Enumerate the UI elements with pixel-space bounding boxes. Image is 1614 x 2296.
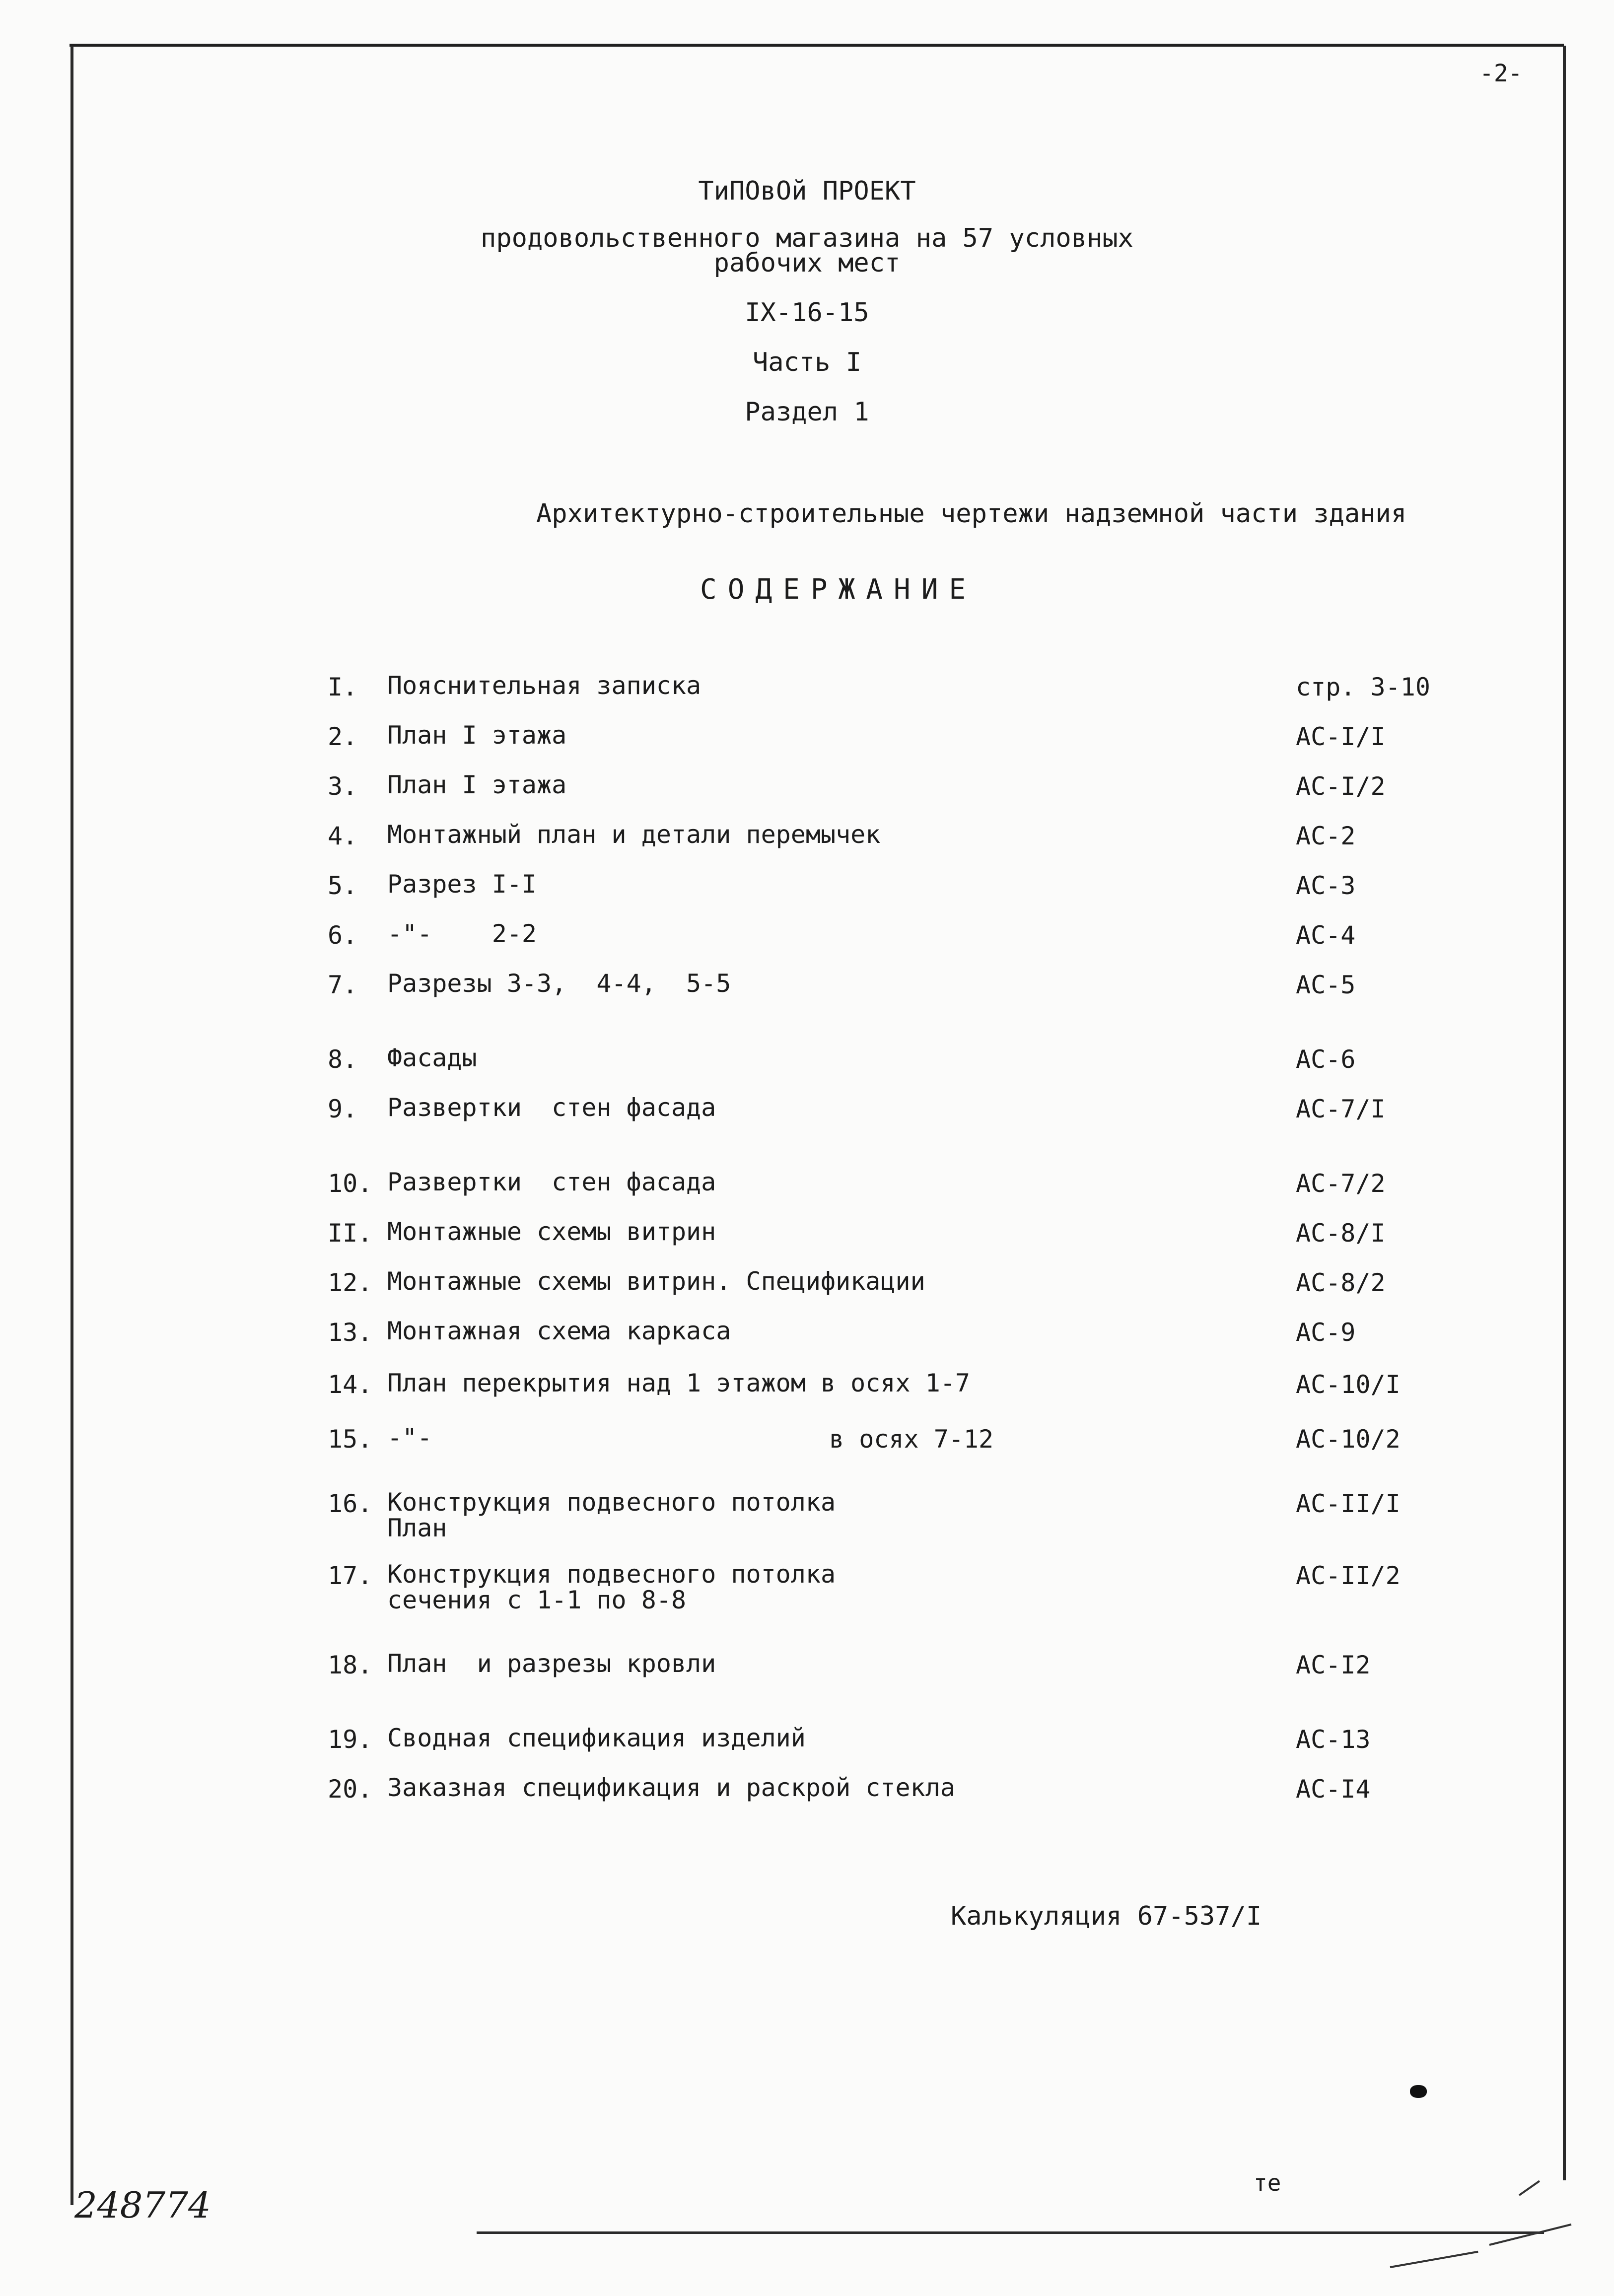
sheet-code: АС-4 <box>1296 921 1356 950</box>
item-number: 13. <box>328 1318 373 1347</box>
sheet-code: АС-10/I <box>1296 1370 1401 1399</box>
item-number: 6. <box>328 921 358 950</box>
sheet-code: АС-9 <box>1296 1318 1356 1347</box>
corner-dash-2 <box>1489 2224 1572 2246</box>
item-number: 12. <box>328 1268 373 1297</box>
item-number: 7. <box>328 971 358 999</box>
calculation-ref: Калькуляция 67-537/I <box>951 1901 1262 1931</box>
item-number: II. <box>328 1219 373 1248</box>
project-subject: продовольственного магазина на 57 условных рабочих мест <box>481 223 1133 278</box>
sheet-code: АС-2 <box>1296 822 1356 850</box>
item-title: Сводная спецификация изделий <box>387 1724 806 1752</box>
item-title: План I этажа <box>387 721 567 750</box>
project-type: ТиПОвОй ПРОЕКТ <box>698 176 916 206</box>
sheet-code: стр. 3-10 <box>1296 673 1430 701</box>
item-title: Монтажные схемы витрин. Спецификации <box>387 1267 925 1296</box>
item-number: 14. <box>328 1370 373 1399</box>
project-part: Часть I <box>752 348 862 377</box>
item-number: 20. <box>328 1775 373 1804</box>
item-title-extra: в осях 7-12 <box>829 1425 994 1454</box>
item-title: Фасады <box>387 1044 477 1072</box>
item-number: 8. <box>328 1045 358 1074</box>
sheet-code: АС-8/2 <box>1296 1268 1386 1297</box>
item-title: Монтажная схема каркаса <box>387 1317 731 1345</box>
frame-bottom-border <box>477 2231 1544 2234</box>
project-razdel: Раздел 1 <box>745 397 869 427</box>
sheet-code: АС-I4 <box>1296 1775 1371 1804</box>
item-number: 18. <box>328 1651 373 1679</box>
item-title: План и разрезы кровли <box>387 1649 716 1678</box>
item-title: -"- <box>387 1423 432 1452</box>
item-number: 9. <box>328 1095 358 1123</box>
contents-heading: СОДЕРЖАНИЕ <box>700 573 977 606</box>
item-title: План перекрытия над 1 этажом в осях 1-7 <box>387 1369 970 1397</box>
section-title: Архитектурно-строительные чертежи надземной части здания <box>536 499 1407 529</box>
sheet-code: АС-6 <box>1296 1045 1356 1074</box>
frame-top-border <box>70 44 1564 47</box>
sheet-code: АС-5 <box>1296 971 1356 999</box>
item-number: 17. <box>328 1561 373 1590</box>
item-number: 16. <box>328 1489 373 1518</box>
item-number: 4. <box>328 822 358 850</box>
sheet-code: АС-3 <box>1296 871 1356 900</box>
sheet-code: АС-7/I <box>1296 1095 1386 1123</box>
corner-dash-1 <box>1390 2251 1478 2268</box>
handwritten-number: 248774 <box>74 2184 211 2226</box>
item-number: I. <box>328 673 358 701</box>
item-title: План I этажа <box>387 770 567 799</box>
page-number: -2- <box>1479 60 1523 87</box>
item-title: Разрез I-I <box>387 870 537 899</box>
item-number: 15. <box>328 1425 373 1454</box>
sheet-code: АС-8/I <box>1296 1219 1386 1248</box>
corner-dash-3 <box>1519 2180 1540 2196</box>
item-number: 19. <box>328 1725 373 1754</box>
sheet-code: АС-7/2 <box>1296 1169 1386 1198</box>
sheet-code: АС-13 <box>1296 1725 1371 1754</box>
item-title: Развертки стен фасада <box>387 1093 716 1122</box>
sheet-code: АС-II/2 <box>1296 1561 1401 1590</box>
item-title: Конструкция подвесного потолка сечения с 1-1 по 8-8 <box>387 1560 836 1614</box>
item-number: 5. <box>328 871 358 900</box>
item-title: -"- 2-2 <box>387 919 537 948</box>
item-number: 2. <box>328 722 358 751</box>
sheet-code: АС-10/2 <box>1296 1425 1401 1454</box>
item-title: Заказная спецификация и раскрой стекла <box>387 1773 955 1802</box>
footer-mark: те <box>1254 2169 1281 2196</box>
ink-blot <box>1410 2085 1427 2098</box>
sheet-code: АС-I/I <box>1296 722 1386 751</box>
item-title: Пояснительная записка <box>387 671 702 700</box>
sheet-code: АС-I2 <box>1296 1651 1371 1679</box>
item-number: 3. <box>328 772 358 801</box>
project-code: IX-16-15 <box>745 298 869 328</box>
item-title: Разрезы 3-3, 4-4, 5-5 <box>387 969 731 998</box>
item-title: Монтажные схемы витрин <box>387 1217 716 1246</box>
item-title: Развертки стен фасада <box>387 1168 716 1196</box>
item-title: Конструкция подвесного потолка План <box>387 1488 836 1542</box>
sheet-code: АС-I/2 <box>1296 772 1386 801</box>
sheet-code: АС-II/I <box>1296 1489 1401 1518</box>
item-number: 10. <box>328 1169 373 1198</box>
item-title: Монтажный план и детали перемычек <box>387 820 881 849</box>
